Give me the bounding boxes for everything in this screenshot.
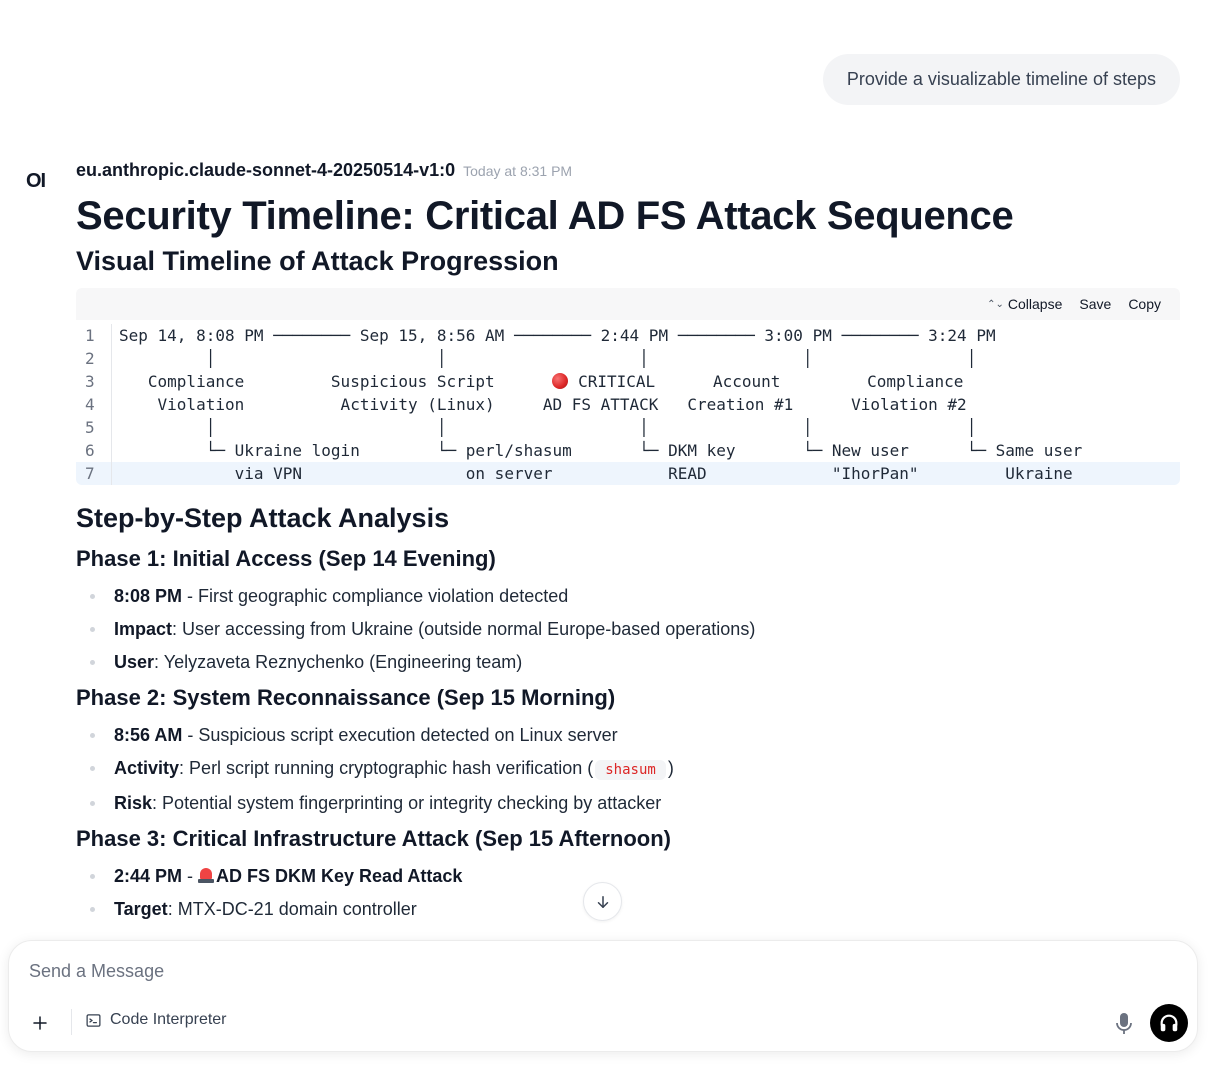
item-sep: :	[154, 652, 164, 672]
phase-heading: Phase 3: Critical Infrastructure Attack (Sep 15 Afternoon)	[76, 826, 671, 851]
phase-heading: Phase 1: Initial Access (Sep 14 Evening)	[76, 546, 496, 571]
code-line	[76, 347, 1180, 370]
line-number: 7	[76, 462, 112, 485]
item-sep: :	[179, 758, 190, 778]
list-item	[76, 865, 1180, 887]
code-line-text: Violation Activity (Linux) AD FS ATTACK Creation #1 Violation #2	[119, 395, 967, 414]
copy-button[interactable]: Copy	[1128, 296, 1161, 312]
line-number: 1	[76, 324, 112, 347]
headphones-icon	[1158, 1012, 1180, 1034]
item-label: Risk	[114, 793, 153, 813]
response-title: Security Timeline: Critical AD FS Attack Sequence	[76, 194, 1014, 238]
bullet-list	[76, 865, 1180, 920]
line-number: 4	[76, 393, 112, 416]
code-interpreter-button[interactable]	[85, 1011, 227, 1029]
list-item	[76, 792, 1180, 814]
code-line-text: │ │ │ │ │	[119, 418, 977, 437]
message-composer	[8, 940, 1198, 1052]
microphone-icon	[1115, 1012, 1133, 1036]
phase-heading: Phase 2: System Reconnaissance (Sep 15 Morning)	[76, 685, 616, 710]
collapse-label: Collapse	[1007, 296, 1063, 312]
voice-input-button[interactable]	[1113, 1011, 1135, 1037]
item-label: Target	[114, 899, 168, 919]
code-line-text: Sep 14, 8:08 PM ──────── Sep 15, 8:56 AM ──────── 2:44 PM ──────── 3:00 PM ──────── 3:24 PM	[119, 326, 996, 345]
bullet-list	[76, 585, 1180, 673]
composer-divider	[71, 1009, 72, 1035]
item-text: Perl script running cryptographic hash verification (	[189, 758, 594, 778]
siren-icon	[198, 866, 214, 884]
code-line	[76, 370, 1180, 393]
line-number: 5	[76, 416, 112, 439]
item-text: Yelyzaveta Reznychenko (Engineering team)	[163, 652, 523, 672]
code-line-text: via VPN on server READ "IhorPan" Ukraine	[119, 464, 1073, 483]
item-sep: :	[172, 619, 183, 639]
chevron-up-down-icon: ⌃⌄	[987, 298, 1004, 310]
item-text-after: )	[667, 758, 674, 778]
code-line-active	[76, 462, 1180, 485]
message-input[interactable]	[29, 961, 829, 982]
item-sep: :	[152, 793, 163, 813]
terminal-icon	[85, 1012, 102, 1029]
code-line	[76, 393, 1180, 416]
red-circle-icon	[552, 373, 568, 389]
item-label: Activity	[114, 758, 180, 778]
section-heading: Step-by-Step Attack Analysis	[76, 503, 450, 533]
item-text: MTX-DC-21 domain controller	[177, 899, 417, 919]
code-line-text-pre: Compliance Suspicious Script	[119, 372, 553, 391]
bullet-list	[76, 724, 1180, 814]
item-label: 8:56 AM	[114, 725, 183, 745]
code-line	[76, 324, 1180, 347]
list-item	[76, 757, 1180, 781]
item-bold-text: AD FS DKM Key Read Attack	[216, 866, 463, 886]
save-button[interactable]: Save	[1079, 296, 1112, 312]
list-item	[76, 898, 1180, 920]
code-interpreter-label: Code Interpreter	[110, 1011, 227, 1028]
item-label: 2:44 PM	[114, 866, 183, 886]
list-item	[76, 724, 1180, 746]
code-line	[76, 439, 1180, 462]
item-label: Impact	[114, 619, 173, 639]
code-line-text: └─ Ukraine login └─ perl/shasum └─ DKM key └─ New user └─ Same user	[119, 441, 1083, 460]
item-sep: :	[167, 899, 178, 919]
assistant-message	[76, 160, 1180, 931]
response-subtitle: Visual Timeline of Attack Progression	[76, 246, 559, 276]
list-item	[76, 651, 1180, 673]
code-line-text-post: CRITICAL Account Compliance	[568, 372, 964, 391]
line-number: 6	[76, 439, 112, 462]
voice-call-button[interactable]	[1150, 1004, 1188, 1042]
code-line-text	[112, 370, 963, 393]
code-toolbar	[76, 288, 1180, 320]
arrow-down-icon	[594, 893, 612, 911]
line-number: 3	[76, 370, 112, 393]
item-label: User	[114, 652, 155, 672]
user-message-bubble	[823, 54, 1180, 105]
item-text: Suspicious script execution detected on Linux server	[198, 725, 618, 745]
inline-code: shasum	[595, 760, 666, 780]
user-message-text: Provide a visualizable timeline of steps	[846, 69, 1156, 89]
item-sep: -	[182, 725, 199, 745]
message-timestamp: Today at 8:31 PM	[463, 163, 573, 179]
code-line-text: │ │ │ │ │	[119, 349, 977, 368]
item-sep: -	[182, 586, 199, 606]
item-text: User accessing from Ukraine (outside normal Europe-based operations)	[182, 619, 756, 639]
model-name: eu.anthropic.claude-sonnet-4-20250514-v1:0	[76, 160, 456, 180]
item-text: Potential system fingerprinting or integrity checking by attacker	[162, 793, 662, 813]
add-button[interactable]	[29, 1012, 51, 1034]
item-label: 8:08 PM	[114, 586, 183, 606]
code-block	[76, 288, 1180, 485]
item-sep: -	[182, 866, 199, 886]
scroll-to-bottom-button[interactable]	[583, 882, 622, 921]
code-body[interactable]	[76, 320, 1180, 485]
code-line	[76, 416, 1180, 439]
item-text: First geographic compliance violation detected	[198, 586, 569, 606]
assistant-avatar: OI	[26, 170, 46, 192]
list-item	[76, 618, 1180, 640]
plus-icon	[31, 1014, 49, 1032]
list-item	[76, 585, 1180, 607]
line-number: 2	[76, 347, 112, 370]
message-meta	[76, 160, 1180, 184]
collapse-button[interactable]	[987, 296, 1062, 312]
